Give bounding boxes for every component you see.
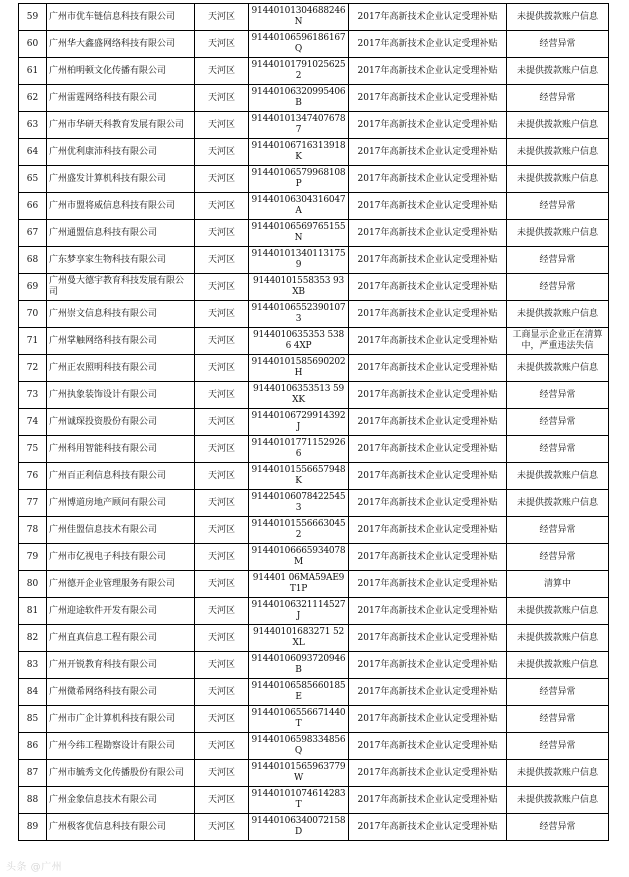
credit-code-cell: 91440106552390107 3 — [249, 301, 349, 328]
credit-code-cell: 91440106569765155N — [249, 220, 349, 247]
table-row — [19, 544, 609, 571]
credit-code-cell: 91440101556657948K — [249, 463, 349, 490]
row-number-cell: 67 — [19, 220, 47, 247]
status-cell: 未提供拨款账户信息 — [507, 58, 609, 85]
subsidy-project-cell: 2017年高新技术企业认定受理补贴 — [349, 193, 507, 220]
company-name-cell: 广州极客优信息科技有限公司 — [47, 814, 195, 841]
company-name-cell: 广州市华研天科教育发展有限公司 — [47, 112, 195, 139]
district-cell: 天河区 — [195, 517, 249, 544]
company-name-cell: 广州正农照明科技有限公司 — [47, 355, 195, 382]
subsidy-project-cell: 2017年高新技术企业认定受理补贴 — [349, 544, 507, 571]
credit-code-cell: 91440101340113175 9 — [249, 247, 349, 274]
subsidy-project-cell: 2017年高新技术企业认定受理补贴 — [349, 58, 507, 85]
status-cell: 未提供拨款账户信息 — [507, 625, 609, 652]
table-row — [19, 301, 609, 328]
status-cell: 未提供拨款账户信息 — [507, 652, 609, 679]
subsidy-project-cell: 2017年高新技术企业认定受理补贴 — [349, 760, 507, 787]
status-cell: 未提供拨款账户信息 — [507, 787, 609, 814]
district-cell: 天河区 — [195, 679, 249, 706]
district-cell: 天河区 — [195, 31, 249, 58]
subsidy-project-cell: 2017年高新技术企业认定受理补贴 — [349, 328, 507, 355]
row-number-cell: 70 — [19, 301, 47, 328]
table-row — [19, 490, 609, 517]
company-name-cell: 广州雷霆网络科技有限公司 — [47, 85, 195, 112]
table-row — [19, 355, 609, 382]
row-number-cell: 71 — [19, 328, 47, 355]
district-cell: 天河区 — [195, 247, 249, 274]
company-name-cell: 广州市盟将威信息科技有限公司 — [47, 193, 195, 220]
status-cell: 经营异常 — [507, 274, 609, 301]
company-name-cell: 广州博道房地产顾问有限公司 — [47, 490, 195, 517]
credit-code-cell: 91440106729914392J — [249, 409, 349, 436]
district-cell: 天河区 — [195, 85, 249, 112]
district-cell: 天河区 — [195, 598, 249, 625]
row-number-cell: 89 — [19, 814, 47, 841]
company-name-cell: 广州开锐教育科技有限公司 — [47, 652, 195, 679]
subsidy-project-cell: 2017年高新技术企业认定受理补贴 — [349, 4, 507, 31]
table-row — [19, 733, 609, 760]
company-name-cell: 广州华大鑫盛网络科技有限公司 — [47, 31, 195, 58]
row-number-cell: 78 — [19, 517, 47, 544]
subsidy-project-cell: 2017年高新技术企业认定受理补贴 — [349, 139, 507, 166]
credit-code-cell: 9144010635353 5386 4XP — [249, 328, 349, 355]
company-name-cell: 广州执象装饰设计有限公司 — [47, 382, 195, 409]
district-cell: 天河区 — [195, 301, 249, 328]
row-number-cell: 60 — [19, 31, 47, 58]
status-cell: 经营异常 — [507, 382, 609, 409]
district-cell: 天河区 — [195, 355, 249, 382]
status-cell: 工商显示企业正在清算中，严重违法失信 — [507, 328, 609, 355]
table-row — [19, 328, 609, 355]
row-number-cell: 84 — [19, 679, 47, 706]
subsidy-project-cell: 2017年高新技术企业认定受理补贴 — [349, 166, 507, 193]
credit-code-cell: 91440101558353 93XB — [249, 274, 349, 301]
company-name-cell: 广州科用智能科技有限公司 — [47, 436, 195, 463]
status-cell: 清算中 — [507, 571, 609, 598]
subsidy-project-cell: 2017年高新技术企业认定受理补贴 — [349, 220, 507, 247]
status-cell: 经营异常 — [507, 544, 609, 571]
district-cell: 天河区 — [195, 787, 249, 814]
subsidy-project-cell: 2017年高新技术企业认定受理补贴 — [349, 652, 507, 679]
credit-code-cell: 91440101074614283T — [249, 787, 349, 814]
district-cell: 天河区 — [195, 463, 249, 490]
credit-code-cell: 91440106304316047A — [249, 193, 349, 220]
status-cell: 未提供拨款账户信息 — [507, 112, 609, 139]
row-number-cell: 69 — [19, 274, 47, 301]
status-cell: 经营异常 — [507, 247, 609, 274]
district-cell: 天河区 — [195, 625, 249, 652]
table-row — [19, 760, 609, 787]
table-row — [19, 814, 609, 841]
table-row — [19, 274, 609, 301]
row-number-cell: 62 — [19, 85, 47, 112]
credit-code-cell: 91440106320995406B — [249, 85, 349, 112]
district-cell: 天河区 — [195, 166, 249, 193]
subsidy-project-cell: 2017年高新技术企业认定受理补贴 — [349, 112, 507, 139]
table-row — [19, 193, 609, 220]
subsidy-project-cell: 2017年高新技术企业认定受理补贴 — [349, 247, 507, 274]
row-number-cell: 86 — [19, 733, 47, 760]
row-number-cell: 79 — [19, 544, 47, 571]
district-cell: 天河区 — [195, 733, 249, 760]
status-cell: 经营异常 — [507, 706, 609, 733]
company-name-cell: 广州曼大德宇教育科技发展有限公司 — [47, 274, 195, 301]
subsidy-project-cell: 2017年高新技术企业认定受理补贴 — [349, 787, 507, 814]
status-cell: 经营异常 — [507, 436, 609, 463]
district-cell: 天河区 — [195, 139, 249, 166]
status-cell: 未提供拨款账户信息 — [507, 220, 609, 247]
district-cell: 天河区 — [195, 274, 249, 301]
row-number-cell: 68 — [19, 247, 47, 274]
credit-code-cell: 91440106596186167Q — [249, 31, 349, 58]
status-cell: 经营异常 — [507, 31, 609, 58]
district-cell: 天河区 — [195, 328, 249, 355]
status-cell: 未提供拨款账户信息 — [507, 490, 609, 517]
credit-code-cell: 91440101556663045 2 — [249, 517, 349, 544]
company-name-cell: 广州金象信息技术有限公司 — [47, 787, 195, 814]
table-row — [19, 112, 609, 139]
company-name-cell: 广州迎途软件开发有限公司 — [47, 598, 195, 625]
district-cell: 天河区 — [195, 544, 249, 571]
subsidy-project-cell: 2017年高新技术企业认定受理补贴 — [349, 382, 507, 409]
credit-code-cell: 91440106556671440T — [249, 706, 349, 733]
company-name-cell: 广州佳盟信息技术有限公司 — [47, 517, 195, 544]
company-name-cell: 广州市毓秀文化传播股份有限公司 — [47, 760, 195, 787]
row-number-cell: 83 — [19, 652, 47, 679]
district-cell: 天河区 — [195, 112, 249, 139]
status-cell: 未提供拨款账户信息 — [507, 463, 609, 490]
subsidy-project-cell: 2017年高新技术企业认定受理补贴 — [349, 85, 507, 112]
subsidy-project-cell: 2017年高新技术企业认定受理补贴 — [349, 517, 507, 544]
row-number-cell: 65 — [19, 166, 47, 193]
row-number-cell: 82 — [19, 625, 47, 652]
row-number-cell: 80 — [19, 571, 47, 598]
company-name-cell: 广州市亿视电子科技有限公司 — [47, 544, 195, 571]
district-cell: 天河区 — [195, 409, 249, 436]
table-row — [19, 706, 609, 733]
status-cell: 未提供拨款账户信息 — [507, 598, 609, 625]
credit-code-cell: 91440101304688246N — [249, 4, 349, 31]
credit-code-cell: 91440106579968108P — [249, 166, 349, 193]
table-row — [19, 787, 609, 814]
row-number-cell: 66 — [19, 193, 47, 220]
row-number-cell: 85 — [19, 706, 47, 733]
company-name-cell: 广州直真信息工程有限公司 — [47, 625, 195, 652]
row-number-cell: 81 — [19, 598, 47, 625]
row-number-cell: 61 — [19, 58, 47, 85]
status-cell: 未提供拨款账户信息 — [507, 166, 609, 193]
company-name-cell: 广州百正利信息科技有限公司 — [47, 463, 195, 490]
credit-code-cell: 91440101791025625 2 — [249, 58, 349, 85]
table-row — [19, 463, 609, 490]
row-number-cell: 87 — [19, 760, 47, 787]
district-cell: 天河区 — [195, 760, 249, 787]
district-cell: 天河区 — [195, 706, 249, 733]
row-number-cell: 76 — [19, 463, 47, 490]
status-cell: 经营异常 — [507, 85, 609, 112]
credit-code-cell: 91440106321114527J — [249, 598, 349, 625]
subsidy-project-cell: 2017年高新技术企业认定受理补贴 — [349, 409, 507, 436]
row-number-cell: 72 — [19, 355, 47, 382]
table-row — [19, 85, 609, 112]
subsidy-project-cell: 2017年高新技术企业认定受理补贴 — [349, 706, 507, 733]
company-name-cell: 广州德开企业管理服务有限公司 — [47, 571, 195, 598]
table-row — [19, 220, 609, 247]
credit-code-cell: 91440101771152926 6 — [249, 436, 349, 463]
district-cell: 天河区 — [195, 652, 249, 679]
row-number-cell: 75 — [19, 436, 47, 463]
status-cell: 未提供拨款账户信息 — [507, 355, 609, 382]
table-row — [19, 625, 609, 652]
credit-code-cell: 91440101347407678 7 — [249, 112, 349, 139]
status-cell: 未提供拨款账户信息 — [507, 4, 609, 31]
company-name-cell: 广州通盟信息科技有限公司 — [47, 220, 195, 247]
credit-code-cell: 91440101683271 52XL — [249, 625, 349, 652]
company-name-cell: 广州市广企计算机科技有限公司 — [47, 706, 195, 733]
row-number-cell: 77 — [19, 490, 47, 517]
table-row — [19, 31, 609, 58]
credit-code-cell: 91440106340072158D — [249, 814, 349, 841]
district-cell: 天河区 — [195, 814, 249, 841]
row-number-cell: 74 — [19, 409, 47, 436]
subsidy-project-cell: 2017年高新技术企业认定受理补贴 — [349, 463, 507, 490]
table-row — [19, 247, 609, 274]
status-cell: 经营异常 — [507, 814, 609, 841]
credit-code-cell: 91440101585690202H — [249, 355, 349, 382]
subsidy-project-cell: 2017年高新技术企业认定受理补贴 — [349, 274, 507, 301]
company-name-cell: 广州今纬工程勘察设计有限公司 — [47, 733, 195, 760]
table-row — [19, 436, 609, 463]
credit-code-cell: 91440106585660185E — [249, 679, 349, 706]
district-cell: 天河区 — [195, 193, 249, 220]
table-row — [19, 139, 609, 166]
credit-code-cell: 91440106665934078M — [249, 544, 349, 571]
status-cell: 经营异常 — [507, 193, 609, 220]
table-row — [19, 598, 609, 625]
credit-code-cell: 91440106078422545 3 — [249, 490, 349, 517]
status-cell: 未提供拨款账户信息 — [507, 301, 609, 328]
subsidy-project-cell: 2017年高新技术企业认定受理补贴 — [349, 571, 507, 598]
company-name-cell: 广州柏明顿文化传播有限公司 — [47, 58, 195, 85]
credit-code-cell: 91440106093720946B — [249, 652, 349, 679]
company-name-cell: 广州市优车链信息科技有限公司 — [47, 4, 195, 31]
status-cell: 经营异常 — [507, 517, 609, 544]
status-cell: 经营异常 — [507, 733, 609, 760]
row-number-cell: 88 — [19, 787, 47, 814]
table-row — [19, 679, 609, 706]
table-row — [19, 517, 609, 544]
status-cell: 经营异常 — [507, 679, 609, 706]
credit-code-cell: 91440106598334856Q — [249, 733, 349, 760]
district-cell: 天河区 — [195, 490, 249, 517]
subsidy-project-cell: 2017年高新技术企业认定受理补贴 — [349, 598, 507, 625]
company-name-cell: 广州崇文信息科技有限公司 — [47, 301, 195, 328]
table-row — [19, 382, 609, 409]
credit-code-cell: 914401 06MA59AE9T1P — [249, 571, 349, 598]
subsidy-project-cell: 2017年高新技术企业认定受理补贴 — [349, 490, 507, 517]
subsidy-project-cell: 2017年高新技术企业认定受理补贴 — [349, 355, 507, 382]
district-cell: 天河区 — [195, 220, 249, 247]
credit-code-cell: 91440101565963779W — [249, 760, 349, 787]
table-row — [19, 409, 609, 436]
table-body — [19, 4, 609, 841]
district-cell: 天河区 — [195, 571, 249, 598]
table-row — [19, 58, 609, 85]
watermark: 头条 @广州 — [6, 862, 63, 873]
subsidy-project-cell: 2017年高新技术企业认定受理补贴 — [349, 625, 507, 652]
subsidy-project-cell: 2017年高新技术企业认定受理补贴 — [349, 679, 507, 706]
table-row — [19, 4, 609, 31]
subsidy-project-cell: 2017年高新技术企业认定受理补贴 — [349, 436, 507, 463]
row-number-cell: 63 — [19, 112, 47, 139]
company-table — [18, 3, 609, 841]
subsidy-project-cell: 2017年高新技术企业认定受理补贴 — [349, 814, 507, 841]
credit-code-cell: 91440106716313918K — [249, 139, 349, 166]
table-row — [19, 652, 609, 679]
subsidy-project-cell: 2017年高新技术企业认定受理补贴 — [349, 733, 507, 760]
district-cell: 天河区 — [195, 58, 249, 85]
company-name-cell: 广州掌触网络科技有限公司 — [47, 328, 195, 355]
company-name-cell: 广州优利康沛科技有限公司 — [47, 139, 195, 166]
row-number-cell: 73 — [19, 382, 47, 409]
company-name-cell: 广东梦享家生物科技有限公司 — [47, 247, 195, 274]
company-name-cell: 广州微希网络科技有限公司 — [47, 679, 195, 706]
credit-code-cell: 91440106353513 59XK — [249, 382, 349, 409]
district-cell: 天河区 — [195, 382, 249, 409]
subsidy-project-cell: 2017年高新技术企业认定受理补贴 — [349, 301, 507, 328]
company-name-cell: 广州盛发计算机科技有限公司 — [47, 166, 195, 193]
row-number-cell: 64 — [19, 139, 47, 166]
district-cell: 天河区 — [195, 436, 249, 463]
company-name-cell: 广州诚琛投资股份有限公司 — [47, 409, 195, 436]
table-row — [19, 166, 609, 193]
status-cell: 经营异常 — [507, 409, 609, 436]
status-cell: 未提供拨款账户信息 — [507, 760, 609, 787]
status-cell: 未提供拨款账户信息 — [507, 139, 609, 166]
district-cell: 天河区 — [195, 4, 249, 31]
row-number-cell: 59 — [19, 4, 47, 31]
table-row — [19, 571, 609, 598]
subsidy-project-cell: 2017年高新技术企业认定受理补贴 — [349, 31, 507, 58]
